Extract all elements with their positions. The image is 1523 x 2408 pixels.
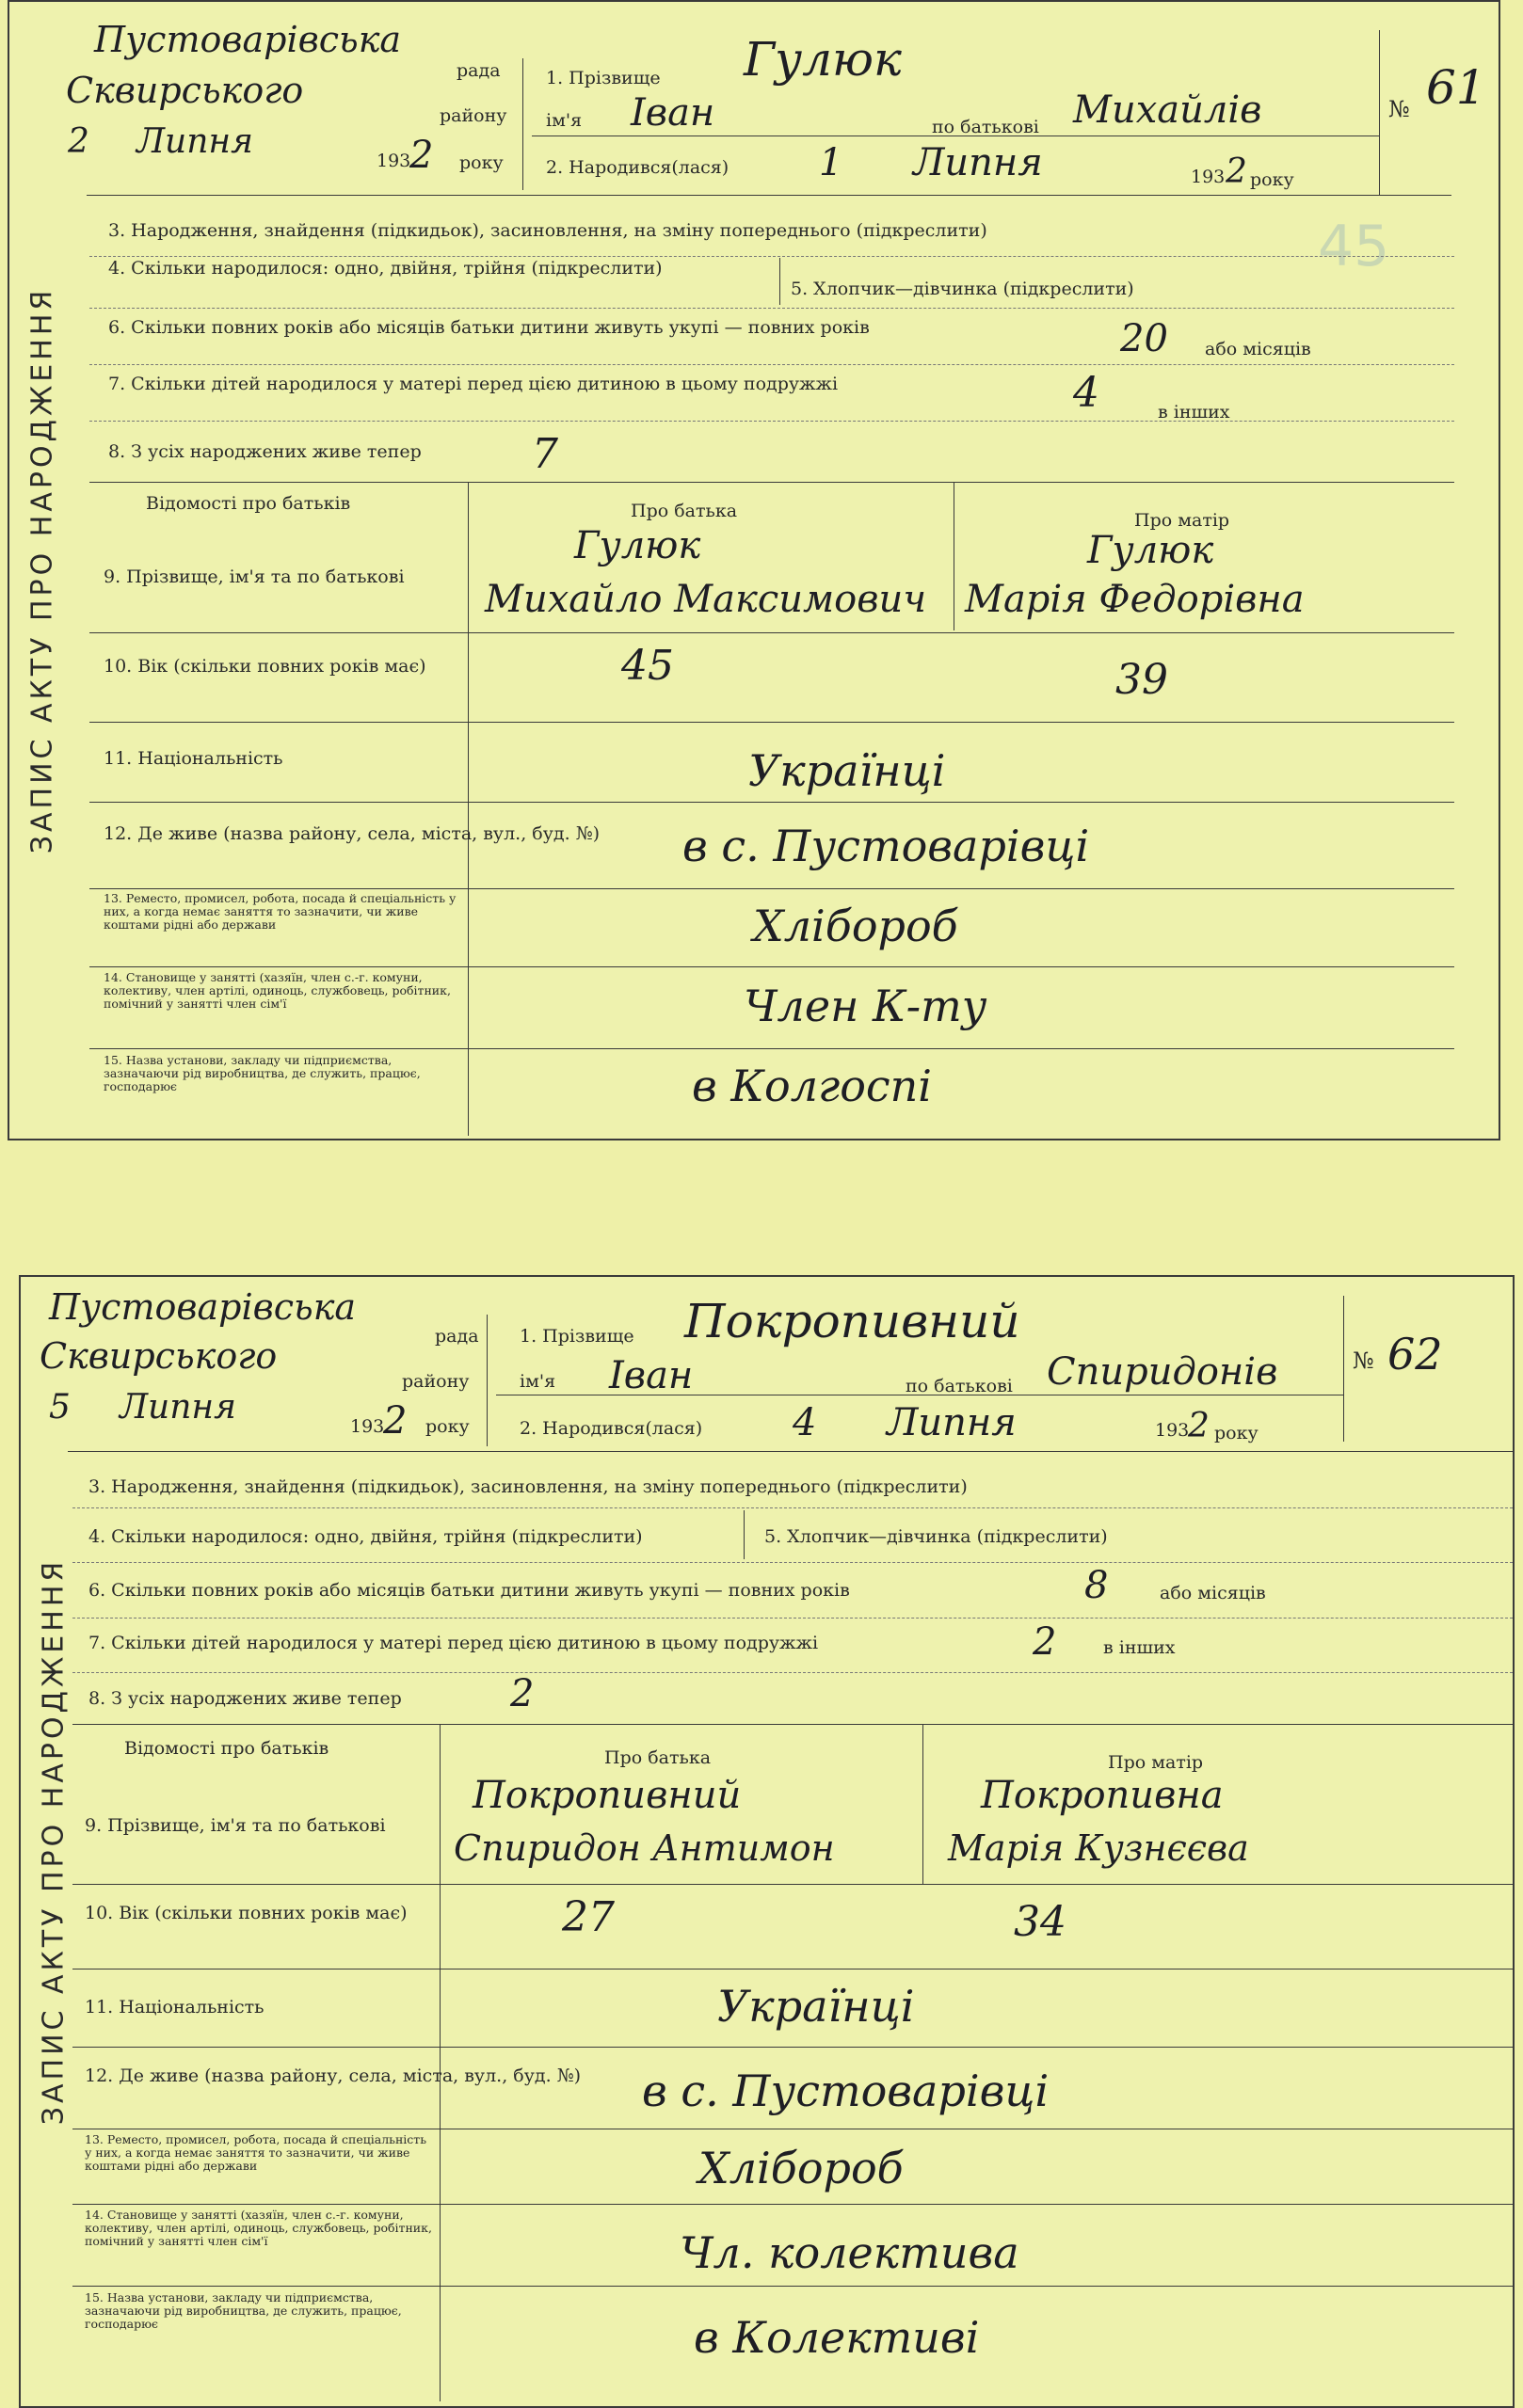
q13-label: 13. Реместо, промисел, робота, посада й спеціальність у них, а когда немає заняття то зазначити, чи живе коштами рідні або держави	[104, 891, 457, 932]
years-together: 20	[1120, 317, 1168, 360]
name-value: Іван	[631, 91, 715, 135]
side-title: ЗАПИС АКТУ ПРО НАРОДЖЕННЯ	[37, 1557, 71, 2126]
prior-children: 4	[1073, 369, 1099, 417]
q7-label: 7. Скільки дітей народилося у матері перед цією дитиною в цьому подружжі	[88, 1633, 819, 1653]
mother-header: Про матір	[1134, 510, 1230, 531]
stamp-number: 45	[1318, 214, 1390, 279]
occupation: Хлібороб	[698, 2143, 904, 2193]
birth-year-digit: 2	[1226, 152, 1247, 191]
rada-label: рада	[457, 60, 501, 81]
q10-label: 10. Вік (скільки повних років має)	[85, 1903, 408, 1923]
father-age: 45	[621, 642, 674, 690]
name-label: ім'я	[546, 110, 583, 131]
surname-label: 1. Прізвище	[546, 68, 661, 88]
q13-label: 13. Реместо, промисел, робота, посада й спеціальність у них, а когда немає заняття то зазначити, чи живе коштами рідні або держави	[85, 2132, 427, 2173]
q7b-label: в інших	[1158, 402, 1230, 423]
side-title: ЗАПИС АКТУ ПРО НАРОДЖЕННЯ	[25, 286, 59, 854]
mother-name: Марія Федорівна	[965, 578, 1305, 621]
years-together: 8	[1084, 1564, 1109, 1607]
q9-label: 9. Прізвище, ім'я та по батькові	[85, 1815, 386, 1836]
patronymic-label: по батькові	[932, 117, 1039, 137]
q3-label: 3. Народження, знайдення (підкидьок), засиновлення, на зміну попереднього (підкреслити)	[88, 1476, 968, 1497]
nationality: Українці	[717, 1981, 915, 2032]
q4-label: 4. Скільки народилося: одно, двійня, трійня (підкреслити)	[108, 258, 663, 279]
nationality: Українці	[748, 745, 946, 796]
q14-label: 14. Становище у занятті (хазяїн, член с.-г. комуни, колективу, член артілі, одиноць, службовець, робітник, помічний у занятті член сім'ї	[104, 970, 451, 1011]
q5-label: 5. Хлопчик—дівчинка (підкреслити)	[791, 279, 1134, 299]
mother-name: Марія Кузнєєва	[948, 1827, 1249, 1869]
number-label: №	[1388, 96, 1410, 122]
birth-roku-label: року	[1250, 169, 1294, 190]
father-surname: Гулюк	[574, 524, 701, 567]
patronymic-value: Михайлів	[1073, 88, 1262, 132]
q10-label: 10. Вік (скільки повних років має)	[104, 656, 426, 677]
q6b-label: або місяців	[1160, 1583, 1266, 1603]
rada-label: рада	[435, 1326, 479, 1347]
q5-label: 5. Хлопчик—дівчинка (підкреслити)	[764, 1526, 1108, 1547]
q8-label: 8. З усіх народжених живе тепер	[88, 1688, 402, 1709]
mother-surname: Гулюк	[1087, 529, 1214, 572]
birth-day: 4	[793, 1401, 817, 1444]
birth-day: 1	[819, 141, 843, 184]
surname-label: 1. Прізвище	[520, 1326, 634, 1347]
parents-header: Відомості про батьків	[146, 493, 351, 514]
q7-label: 7. Скільки дітей народилося у матері перед цією дитиною в цьому подружжі	[108, 374, 839, 394]
reg-year-digit: 2	[383, 1399, 408, 1443]
birth-year-prefix: 193	[1191, 167, 1226, 187]
surname-value: Гулюк	[744, 32, 902, 87]
record-number: 61	[1426, 60, 1486, 115]
mother-age: 39	[1115, 656, 1168, 704]
status: Чл. колектива	[680, 2227, 1019, 2278]
reg-month: Липня	[120, 1388, 236, 1427]
residence: в с. Пустоварівці	[642, 2065, 1050, 2116]
q6-label: 6. Скільки повних років або місяців батьки дитини живуть укупі — повних років	[108, 317, 870, 338]
raionu-label: району	[440, 105, 507, 126]
reg-year-digit: 2	[409, 134, 434, 177]
patronymic-value: Спиридонів	[1047, 1350, 1278, 1394]
birth-record-card-1	[8, 0, 1500, 1140]
q8-label: 8. З усіх народжених живе тепер	[108, 441, 422, 462]
reg-year-prefix: 193	[350, 1416, 385, 1437]
council-value: Пустоварівська	[49, 1286, 357, 1328]
council-value: Пустоварівська	[94, 19, 402, 60]
district-value: Сквирського	[40, 1335, 278, 1377]
district-value: Сквирського	[66, 70, 304, 111]
q9-label: 9. Прізвище, ім'я та по батькові	[104, 566, 405, 587]
father-name: Михайло Максимович	[485, 578, 927, 621]
alive-count: 7	[532, 430, 558, 478]
father-header: Про батька	[631, 501, 738, 521]
roku-label: року	[459, 152, 504, 173]
born-label: 2. Народився(лася)	[520, 1418, 703, 1439]
roku-label: року	[425, 1416, 470, 1437]
q15-label: 15. Назва установи, закладу чи підприємства, зазначаючи рід виробництва, де служить, працює, господарює	[104, 1053, 421, 1093]
status: Член К-ту	[744, 981, 987, 1031]
reg-day: 5	[49, 1388, 71, 1427]
father-header: Про батька	[604, 1747, 712, 1768]
q11-label: 11. Національність	[104, 748, 283, 769]
q7b-label: в інших	[1103, 1637, 1176, 1658]
q14-label: 14. Становище у занятті (хазяїн, член с.-г. комуни, колективу, член артілі, одиноць, службовець, робітник, помічний у занятті член сім'ї	[85, 2208, 432, 2248]
alive-count: 2	[510, 1672, 535, 1715]
father-name: Спиридон Антимон	[454, 1827, 835, 1869]
prior-children: 2	[1033, 1620, 1057, 1664]
occupation: Хлібороб	[753, 901, 958, 951]
q4-label: 4. Скільки народилося: одно, двійня, трійня (підкреслити)	[88, 1526, 643, 1547]
raionu-label: району	[402, 1371, 470, 1392]
reg-month: Липня	[136, 122, 253, 161]
birth-year-prefix: 193	[1155, 1420, 1190, 1441]
q15-label: 15. Назва установи, закладу чи підприємства, зазначаючи рід виробництва, де служить, працює, господарює	[85, 2290, 402, 2331]
mother-age: 34	[1014, 1898, 1066, 1946]
workplace: в Колективі	[694, 2312, 980, 2363]
reg-day: 2	[68, 122, 89, 161]
father-surname: Покропивний	[473, 1774, 742, 1817]
birth-roku-label: року	[1214, 1423, 1258, 1443]
record-number: 62	[1387, 1329, 1443, 1379]
q6-label: 6. Скільки повних років або місяців батьки дитини живуть укупі — повних років	[88, 1580, 850, 1601]
father-age: 27	[562, 1893, 615, 1941]
name-value: Іван	[609, 1354, 694, 1397]
birth-month: Липня	[913, 141, 1043, 184]
mother-header: Про матір	[1108, 1752, 1204, 1773]
mother-surname: Покропивна	[981, 1774, 1224, 1817]
number-label: №	[1353, 1348, 1374, 1374]
q6b-label: або місяців	[1205, 339, 1311, 359]
reg-year-prefix: 193	[377, 151, 411, 171]
patronymic-label: по батькові	[906, 1376, 1013, 1396]
name-label: ім'я	[520, 1371, 556, 1392]
residence: в с. Пустоварівці	[682, 821, 1090, 871]
birth-month: Липня	[887, 1401, 1017, 1444]
parents-header: Відомості про батьків	[124, 1738, 329, 1759]
born-label: 2. Народився(лася)	[546, 157, 729, 178]
surname-value: Покропивний	[684, 1294, 1020, 1348]
q11-label: 11. Національність	[85, 1997, 265, 2017]
birth-year-digit: 2	[1188, 1407, 1210, 1445]
q12-label: 12. Де живе (назва району, села, міста, вул., буд. №)	[85, 2065, 582, 2086]
workplace: в Колгоспі	[692, 1060, 933, 1111]
birth-record-card-2	[19, 1275, 1515, 2408]
q3-label: 3. Народження, знайдення (підкидьок), засиновлення, на зміну попереднього (підкреслити)	[108, 220, 987, 241]
q12-label: 12. Де живе (назва району, села, міста, вул., буд. №)	[104, 823, 601, 844]
